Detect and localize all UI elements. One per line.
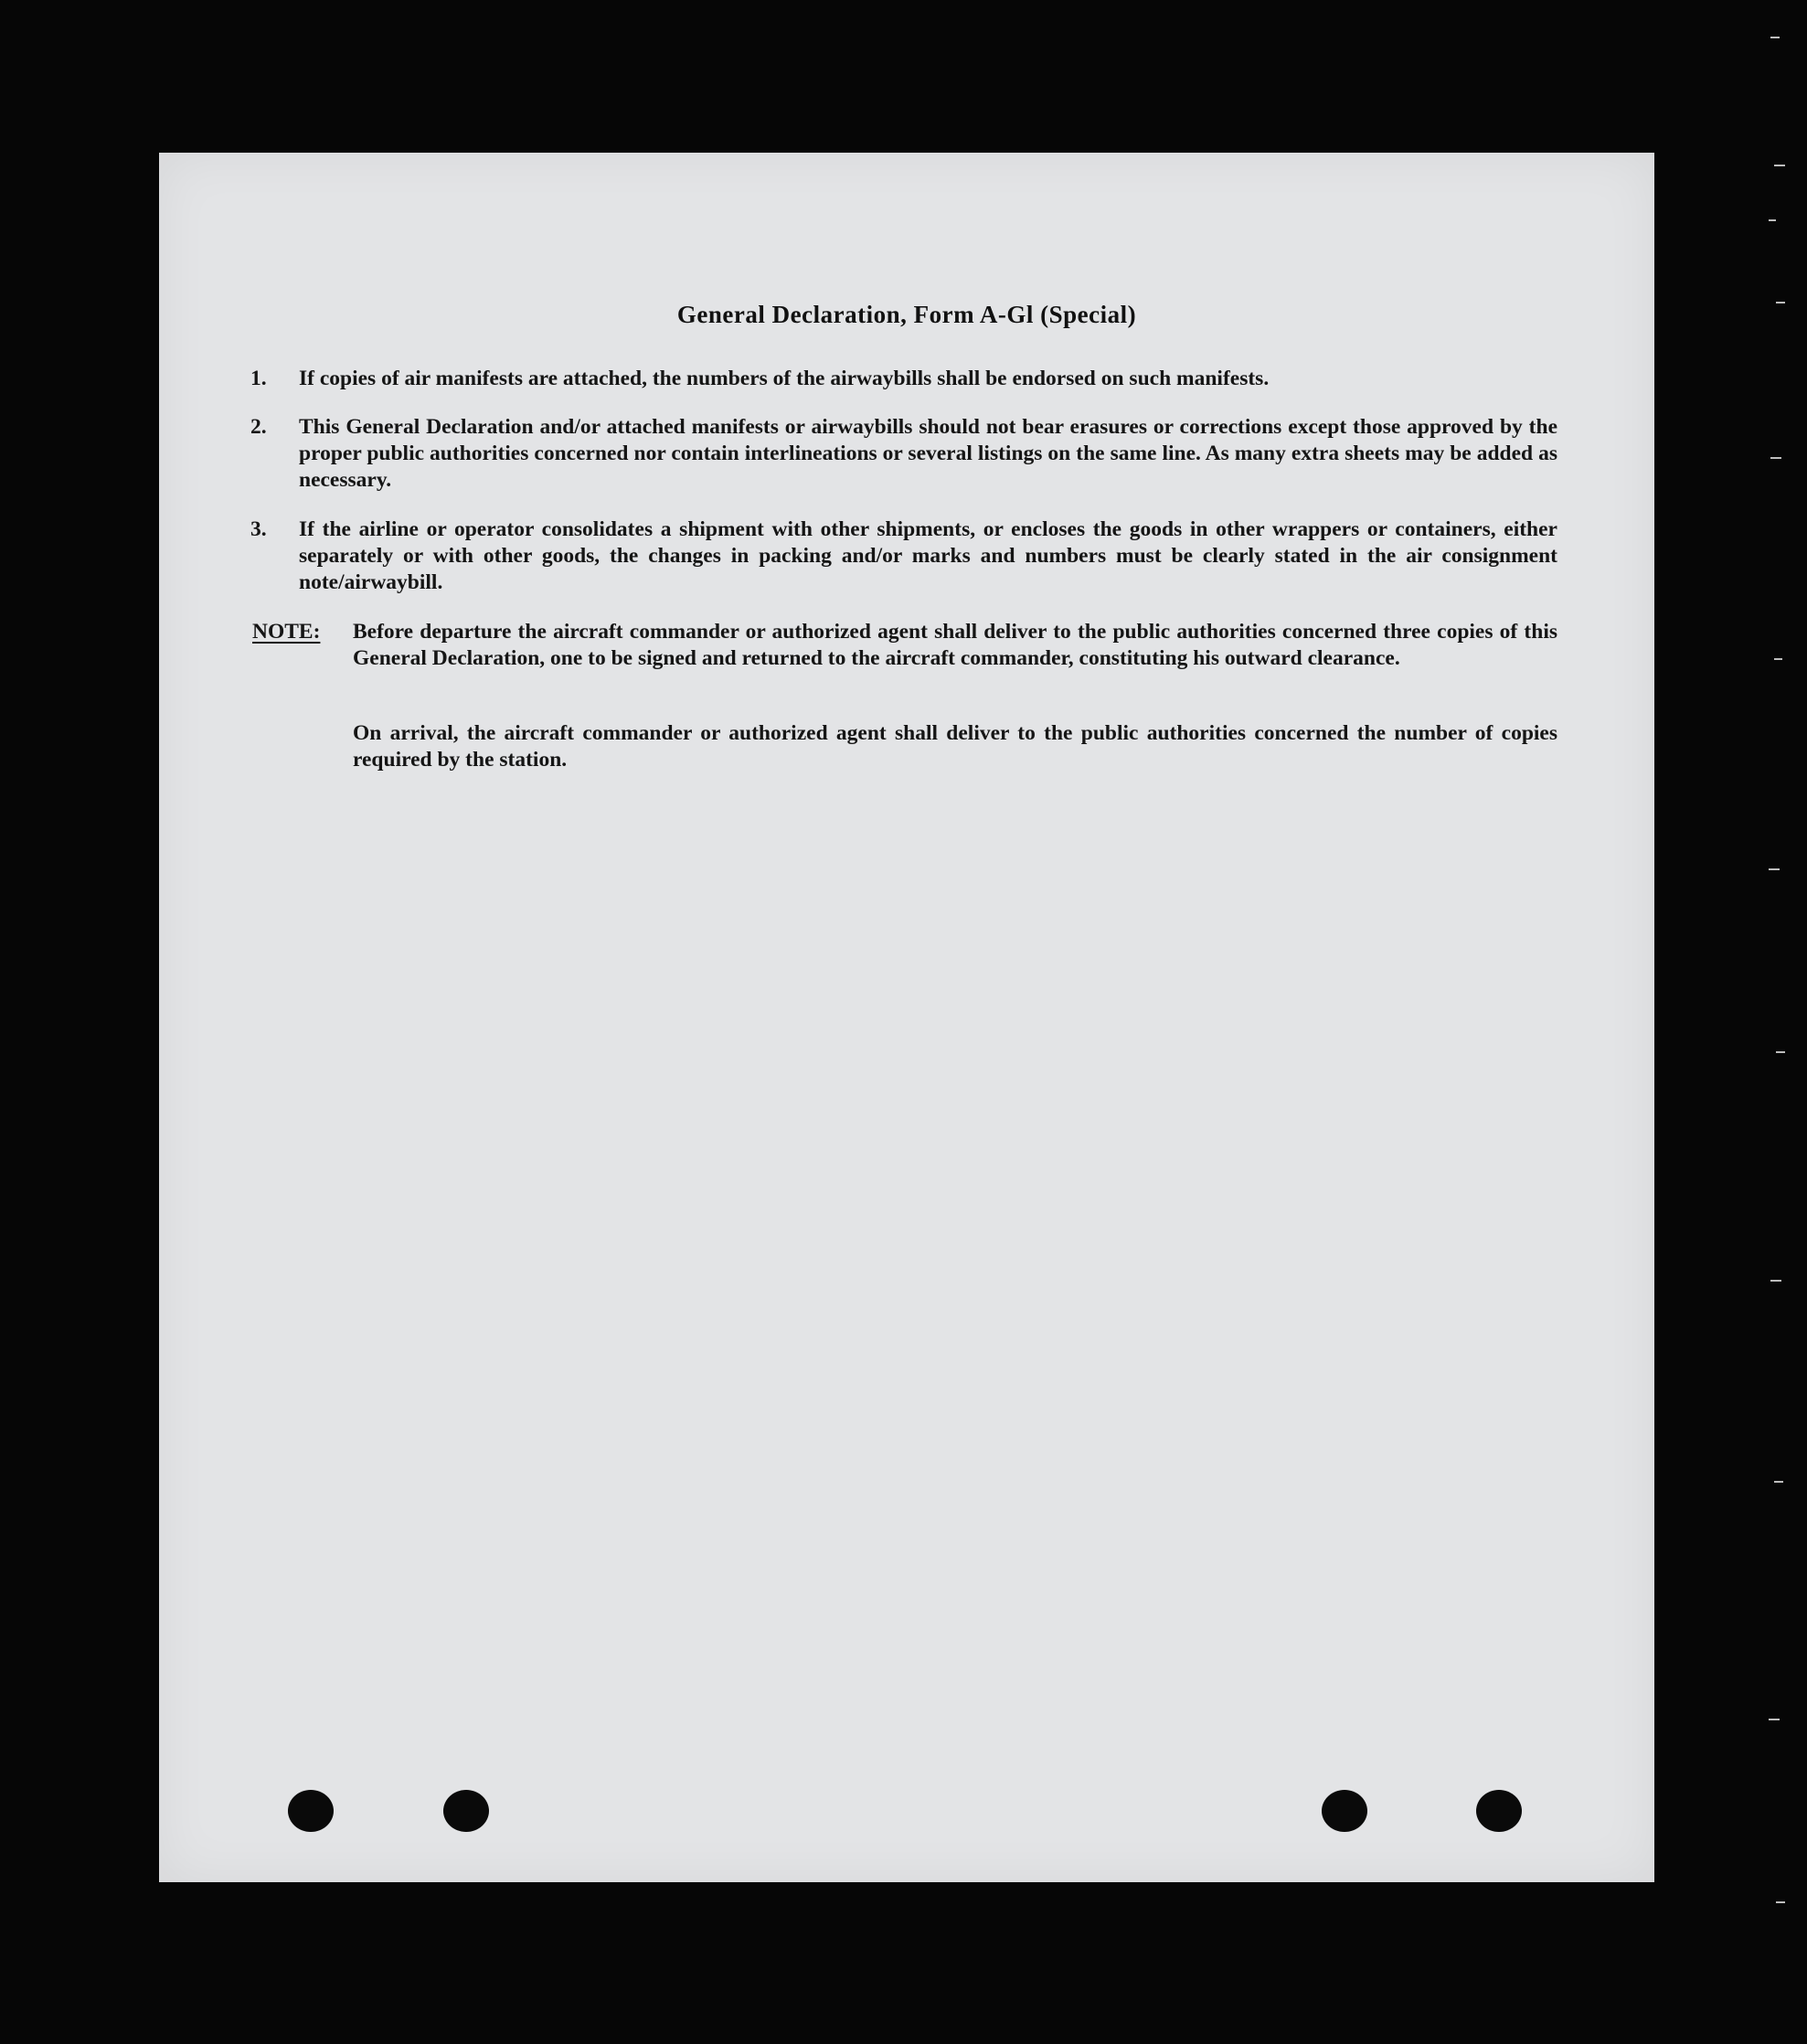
instruction-item-1 (250, 366, 1557, 392)
note-paragraph-2: On arrival, the aircraft commander or authorized agent shall deliver to the public authorities concerned the number of copies required by the station. (353, 721, 1557, 772)
punch-hole (288, 1790, 334, 1832)
film-edge-specks (1752, 0, 1807, 2044)
form-title: General Declaration, Form A-Gl (Special) (676, 301, 1137, 328)
item-text: This General Declaration and/or attached manifests or airwaybills should not bear erasures or corrections except those approved by the proper public authorities concerned nor contain interlineations or several listings on the same line. As many extra sheets may be added as necessary. (299, 415, 1557, 492)
paper-sheet (159, 153, 1654, 1882)
item-number: 1. (250, 367, 267, 390)
instruction-item-2 (250, 414, 1557, 494)
punch-hole (1476, 1790, 1522, 1832)
item-number: 3. (250, 517, 267, 541)
note-label: NOTE: (252, 620, 321, 644)
item-text: If copies of air manifests are attached, the numbers of the airwaybills shall be endorsed on such manifests. (299, 367, 1270, 390)
punch-hole (1322, 1790, 1367, 1832)
note-paragraph-1: Before departure the aircraft commander or authorized agent shall deliver to the public authorities concerned three copies of this General Declaration, one to be signed and returned to the aircraft commander, constituting his outward clearance. (353, 620, 1557, 670)
item-number: 2. (250, 415, 267, 439)
item-text: If the airline or operator consolidates a shipment with other shipments, or encloses the goods in other wrappers or containers, either separately or with other goods, the changes in packing and/or marks and numbers must be clearly stated in the air consignment note/airwaybill. (299, 517, 1557, 594)
punch-hole (443, 1790, 489, 1832)
instruction-item-3 (250, 516, 1557, 596)
